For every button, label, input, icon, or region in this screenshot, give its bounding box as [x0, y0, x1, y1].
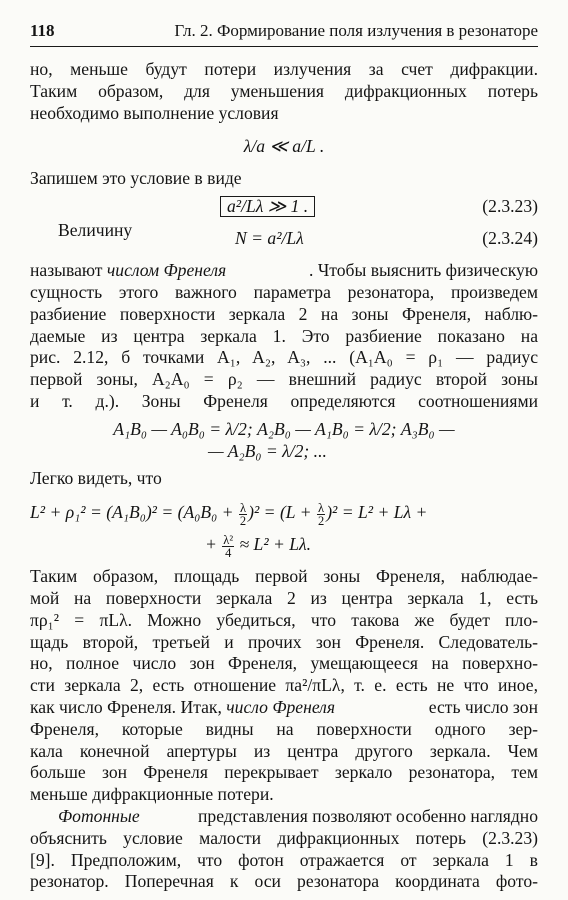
text-fragment: представления позволяют особенно наглядно — [197, 805, 538, 826]
formula-part: + — [205, 534, 222, 555]
text-line: но, меньше будут потери излучения за счет дифракции. — [30, 59, 538, 79]
equation-number: (2.3.23) — [482, 196, 538, 217]
text-line: мой на поверхности зеркала 2 из центра зеркала 1, есть — [30, 587, 538, 608]
text-line: [9]. Предположим, что фотон отражается от зеркала 1 в — [30, 849, 538, 870]
text-fragment: как число Френеля. Итак, — [30, 696, 227, 717]
italic-term: числом Френеля — [106, 260, 227, 281]
text-line: необходимо выполнение условия — [30, 102, 279, 123]
equation-zones-1: A₁B₀ — A₀B₀ = λ/2; A₂B₀ — A₁B₀ = λ/2; A₃B₀ — — [113, 418, 455, 439]
equation-2-3-23 — [30, 190, 538, 222]
equation-fresnel-2 — [30, 528, 538, 560]
text-line: но, полное число зон Френеля, умещающееся на поверхно- — [30, 653, 538, 674]
fraction: $\frac{\lambda}{2}$ — [239, 500, 247, 528]
equation-2-3-24 — [30, 222, 538, 254]
page-body — [30, 59, 538, 893]
text-line: Таким образом, площадь первой зоны Френеля, наблюдае- — [30, 566, 538, 587]
formula-part: L² + ρ₁² = (A₁B₀)² = (A₀B₀ + — [30, 502, 238, 523]
text-line: объяснить условие малости дифракционных потерь (2.3.23) — [30, 827, 538, 848]
text-line: меньше дифракционные потери. — [30, 784, 274, 805]
book-page — [30, 0, 538, 900]
equation-zones-2: — A₂B₀ = λ/2; ... — [208, 440, 327, 461]
text-line: Запишем это условие в виде — [30, 168, 242, 189]
text-fragment: . Чтобы выяснить физическую — [309, 260, 538, 281]
header-rule — [30, 46, 538, 47]
text-line: щадь второй, третьей и прочих зон Френеля. Следователь- — [30, 631, 538, 652]
text-line: даемые из центра зеркала 1. Это разбиение показано на — [30, 325, 538, 346]
text-fragment: есть число зон — [428, 696, 538, 717]
velichinu-label: Величину — [58, 222, 133, 241]
text-line: сти зеркала 2, есть отношение πa²/πLλ, т. е. есть не что иное, — [30, 675, 538, 696]
text-line: больше зон Френеля перекрывает зеркало резонатора, тем — [30, 762, 538, 783]
text-line: Легко видеть, что — [30, 468, 162, 489]
text-line: рис. 2.12, б точками A₁, A₂, A₃, ... (A₁A₀ = ρ₁ — радиус — [30, 347, 538, 368]
page-number: 118 — [30, 21, 55, 40]
text-line: Таким образом, для уменьшения дифракционных потерь — [30, 80, 538, 101]
running-header — [30, 18, 538, 44]
text-line: первой зоны, A₂A₀ = ρ₂ — внешний радиус второй зоны — [30, 369, 538, 390]
text-line: πρ₁² = πLλ. Можно убедиться, что такова же будет пло- — [30, 609, 538, 630]
text-line — [30, 806, 538, 828]
text-line: разбиение поверхности зеркала 2 на зоны Френеля, наблю- — [30, 303, 538, 324]
boxed-formula: a²/Lλ ≫ 1 . — [220, 196, 315, 217]
fraction: $\frac{\lambda}{2}$ — [317, 500, 325, 528]
text-line: и т. д.). Зоны Френеля определяются соотношениями — [30, 390, 538, 411]
text-line: сущность этого важного параметра резонатора, произведем — [30, 281, 538, 302]
formula-part: )² = (L + — [248, 502, 316, 523]
text-line: кала конечной апертуры из центра другого зеркала. Чем — [30, 740, 538, 761]
formula-N: N = a²/Lλ — [235, 228, 304, 249]
fraction: $\frac{\text{λ²}}{4}$ — [223, 532, 234, 560]
text-line: резонатор. Поперечная к оси резонатора координата фото- — [30, 871, 538, 892]
running-title: Гл. 2. Формирование поля излучения в резонаторе — [174, 21, 538, 40]
text-fragment: называют — [30, 260, 107, 281]
italic-term: число Френеля — [226, 696, 336, 717]
equation-condition: λ/a ≪ a/L . — [243, 136, 325, 157]
text-line — [30, 697, 538, 719]
equation-fresnel-1 — [30, 496, 538, 528]
italic-term: Фотонные — [58, 805, 140, 826]
text-line: Френеля, которые видны на поверхности одного зер- — [30, 718, 538, 739]
formula-part: ≈ L² + Lλ. — [235, 534, 312, 555]
text-line — [30, 260, 538, 282]
equation-number: (2.3.24) — [482, 228, 538, 249]
formula-part: )² = L² + Lλ + — [326, 502, 428, 523]
